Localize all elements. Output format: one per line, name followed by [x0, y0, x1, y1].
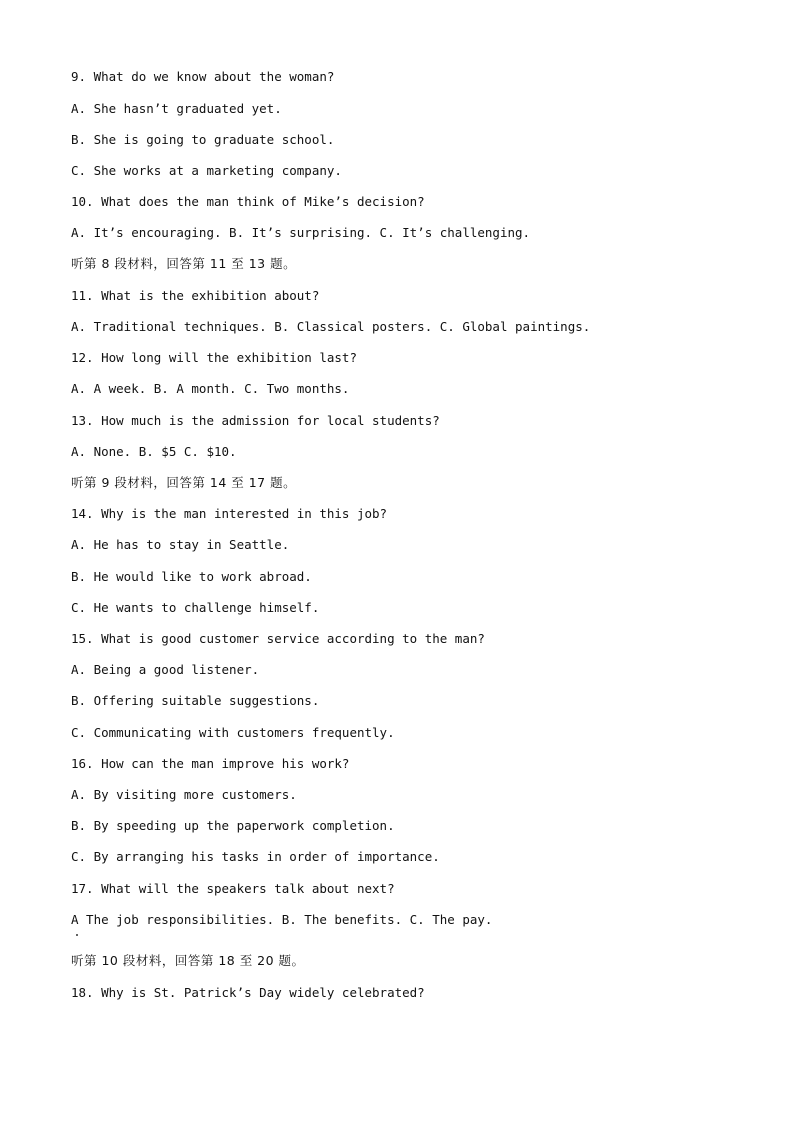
option-15a: A. Being a good listener.	[71, 662, 260, 677]
stray-mark	[76, 934, 78, 936]
question-18: 18. Why is St. Patrick’s Day widely celebrated?	[71, 985, 425, 1000]
options-17: A The job responsibilities. B. The benefits. C. The pay.	[71, 912, 493, 927]
question-17: 17. What will the speakers talk about next?	[71, 881, 395, 896]
question-11: 11. What is the exhibition about?	[71, 288, 320, 303]
question-13: 13. How much is the admission for local students?	[71, 413, 440, 428]
option-15c: C. Communicating with customers frequently.	[71, 725, 395, 740]
option-14b: B. He would like to work abroad.	[71, 569, 312, 584]
question-9: 9. What do we know about the woman?	[71, 69, 335, 84]
question-10: 10. What does the man think of Mike’s decision?	[71, 194, 425, 209]
question-16: 16. How can the man improve his work?	[71, 756, 350, 771]
option-9c: C. She works at a marketing company.	[71, 163, 342, 178]
option-9b: B. She is going to graduate school.	[71, 132, 335, 147]
option-14a: A. He has to stay in Seattle.	[71, 537, 290, 552]
options-10: A. It’s encouraging. B. It’s surprising. C. It’s challenging.	[71, 225, 531, 240]
options-13: A. None. B. $5 C. $10.	[71, 444, 237, 459]
section-heading-8: 听第 8 段材料，回答第 11 至 13 题。	[71, 256, 297, 271]
option-16a: A. By visiting more customers.	[71, 787, 297, 802]
options-12: A. A week. B. A month. C. Two months.	[71, 381, 350, 396]
option-15b: B. Offering suitable suggestions.	[71, 693, 320, 708]
options-11: A. Traditional techniques. B. Classical posters. C. Global paintings.	[71, 319, 591, 334]
question-15: 15. What is good customer service according to the man?	[71, 631, 485, 646]
option-14c: C. He wants to challenge himself.	[71, 600, 320, 615]
section-heading-10: 听第 10 段材料，回答第 18 至 20 题。	[71, 953, 305, 968]
option-9a: A. She hasn’t graduated yet.	[71, 101, 282, 116]
option-16b: B. By speeding up the paperwork completion.	[71, 818, 395, 833]
section-heading-9: 听第 9 段材料，回答第 14 至 17 题。	[71, 475, 297, 490]
option-16c: C. By arranging his tasks in order of importance.	[71, 849, 440, 864]
question-14: 14. Why is the man interested in this job?	[71, 506, 388, 521]
question-12: 12. How long will the exhibition last?	[71, 350, 357, 365]
